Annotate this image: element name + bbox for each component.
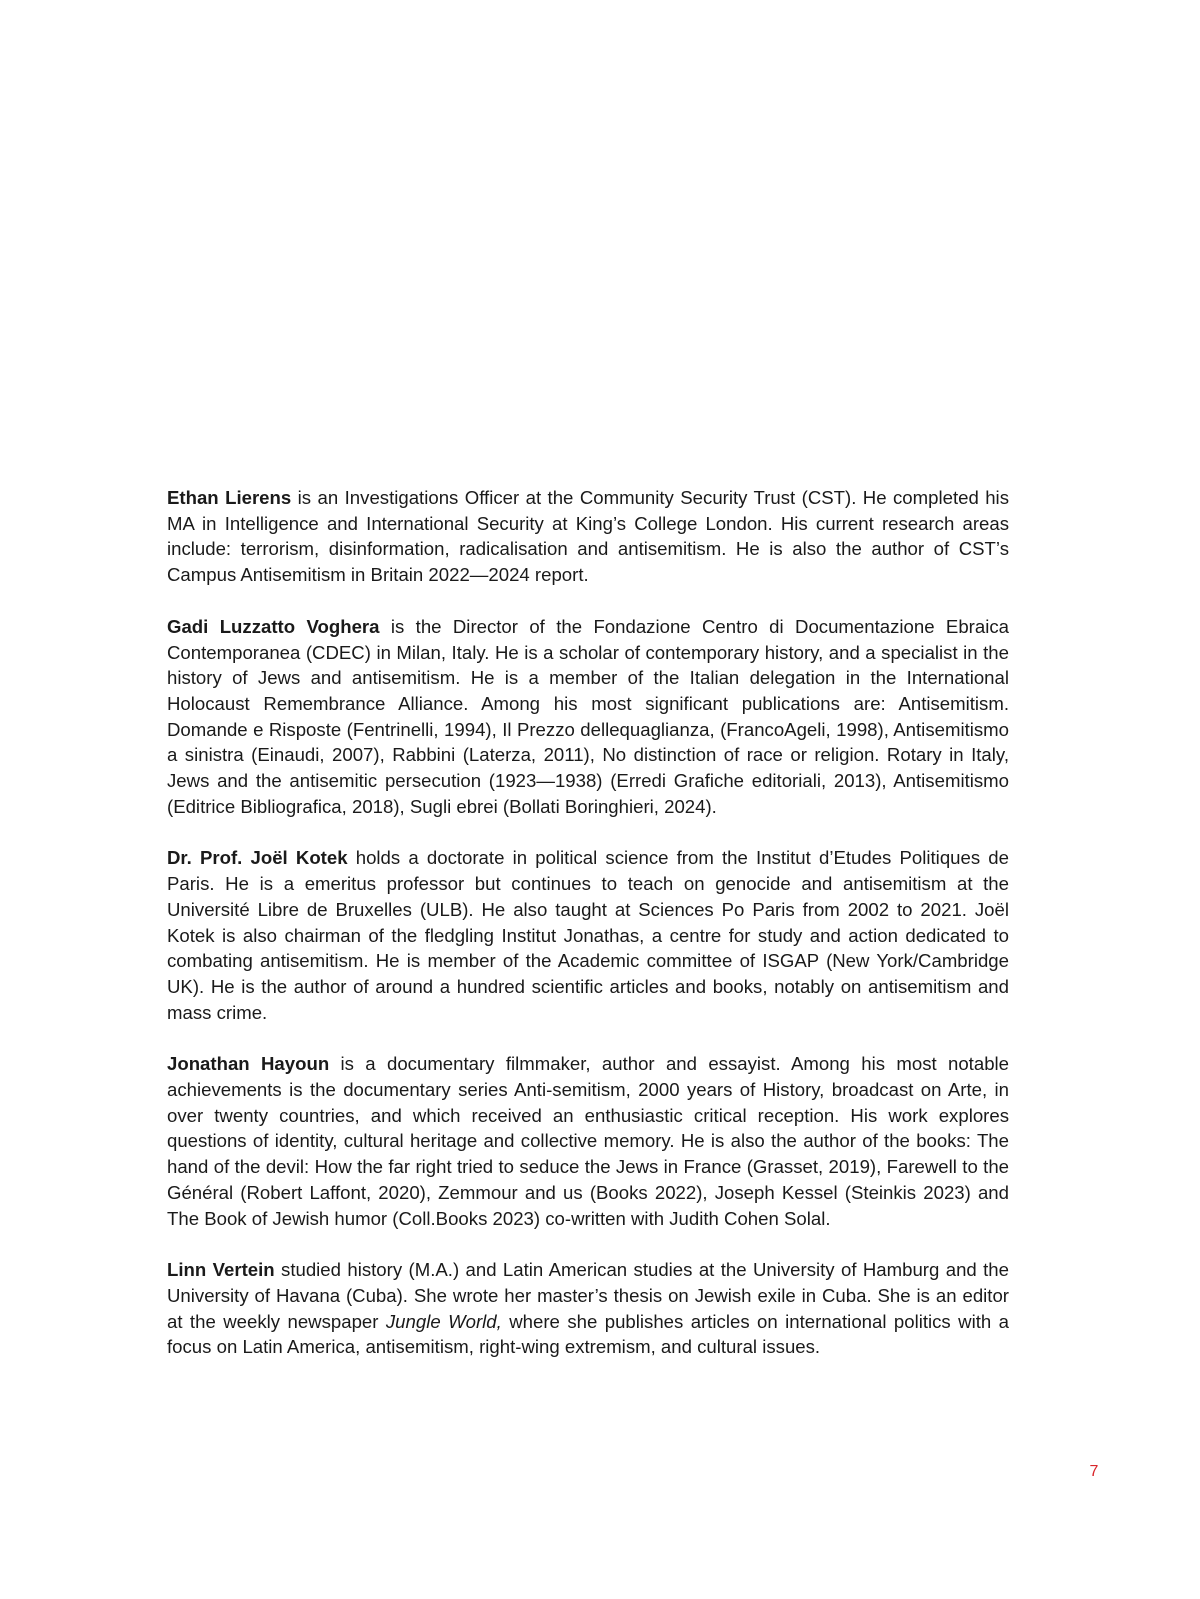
bio-text: is the Director of the Fondazione Centro di Documentazione Ebraica Contemporanea (CDEC) in Milan, Italy. He is a scholar of contemporary history, and a specialist in the history of Jews and antisemitism. He is a member of the Italian delegation in the International Holocaust Remembrance Alliance. Among his most significant publications are: Antisemitism. Domande e Risposte (Fentrinelli, 1994), Il Prezzo dellequaglianza, (FrancoAgeli, 1998), Antisemitismo a sinistra (Einaudi, 2007), Rabbini (Laterza, 2011), No distinction of race or religion. Rotary in Italy, Jews and the antisemitic persecution (1923—1938) (Erredi Grafiche editoriali, 2013), Antisemitismo (Editrice Bibliografica, 2018), Sugli ebrei (Bollati Boringhieri, 2024). — [167, 615, 1009, 817]
bio-text: holds a doctorate in political science from the Institut d’Etudes Politiques de Paris. He is a emeritus professor but continues to teach on genocide and antisemitism at the Université Libre de Bruxelles (ULB). He also taught at Sciences Po Paris from 2002 to 2021. Joël Kotek is also chairman of the fledgling Institut Jonathas, a centre for study and action dedicated to combating antisemitism. He is member of the Academic committee of ISGAP (New York/Cambridge UK). He is the author of around a hundred scientific articles and books, notably on antisemitism and mass crime. — [167, 847, 1009, 1023]
contributor-bios — [167, 485, 1009, 1360]
bio-name: Gadi Luzzatto Voghera — [167, 615, 380, 637]
bio-joel-kotek — [167, 845, 1009, 1025]
bio-jonathan-hayoun — [167, 1051, 1009, 1231]
bio-text: is a documentary filmmaker, author and essayist. Among his most notable achievements is the documentary series Anti-semitism, 2000 years of History, broadcast on Arte, in over twenty countries, and which received an enthusiastic critical reception. His work explores questions of identity, cultural heritage and collective memory. He is also the author of the books: The hand of the devil: How the far right tried to seduce the Jews in France (Grasset, 2019), Farewell to the Général (Robert Laffont, 2020), Zemmour and us (Books 2022), Joseph Kessel (Steinkis 2023) and The Book of Jewish humor (Coll.Books 2023) co-written with Judith Cohen Solal. — [167, 1053, 1010, 1229]
bio-linn-vertein — [167, 1257, 1009, 1360]
bio-text-continued: where she publishes articles on international politics with a focus on Latin America, antisemitism, right-wing extremism, and cultural issues. — [167, 1310, 1009, 1358]
bio-text: studied history (M.A.) and Latin American studies at the University of Hamburg and the University of Havana (Cuba). She wrote her master’s thesis on Jewish exile in Cuba. She is an editor at the weekly newspaper — [167, 1259, 1009, 1332]
bio-italic-publication: Jungle World, — [385, 1310, 502, 1332]
page-number: 7 — [1089, 1463, 1099, 1480]
bio-name: Ethan Lierens — [167, 487, 292, 508]
bio-ethan-lierens — [167, 485, 1009, 588]
bio-text: is an Investigations Officer at the Community Security Trust (CST). He completed his MA in Intelligence and International Security at King’s College London. His current research areas include: terrorism, disinformation, radicalisation and antisemitism. He is also the author of CST’s Campus Antisemitism in Britain 2022—2024 report. — [167, 487, 1009, 586]
bio-name: Jonathan Hayoun — [167, 1053, 330, 1075]
bio-name: Linn Vertein — [167, 1259, 275, 1281]
bio-name: Dr. Prof. Joël Kotek — [167, 847, 348, 869]
bio-gadi-luzzatto-voghera — [167, 614, 1009, 820]
